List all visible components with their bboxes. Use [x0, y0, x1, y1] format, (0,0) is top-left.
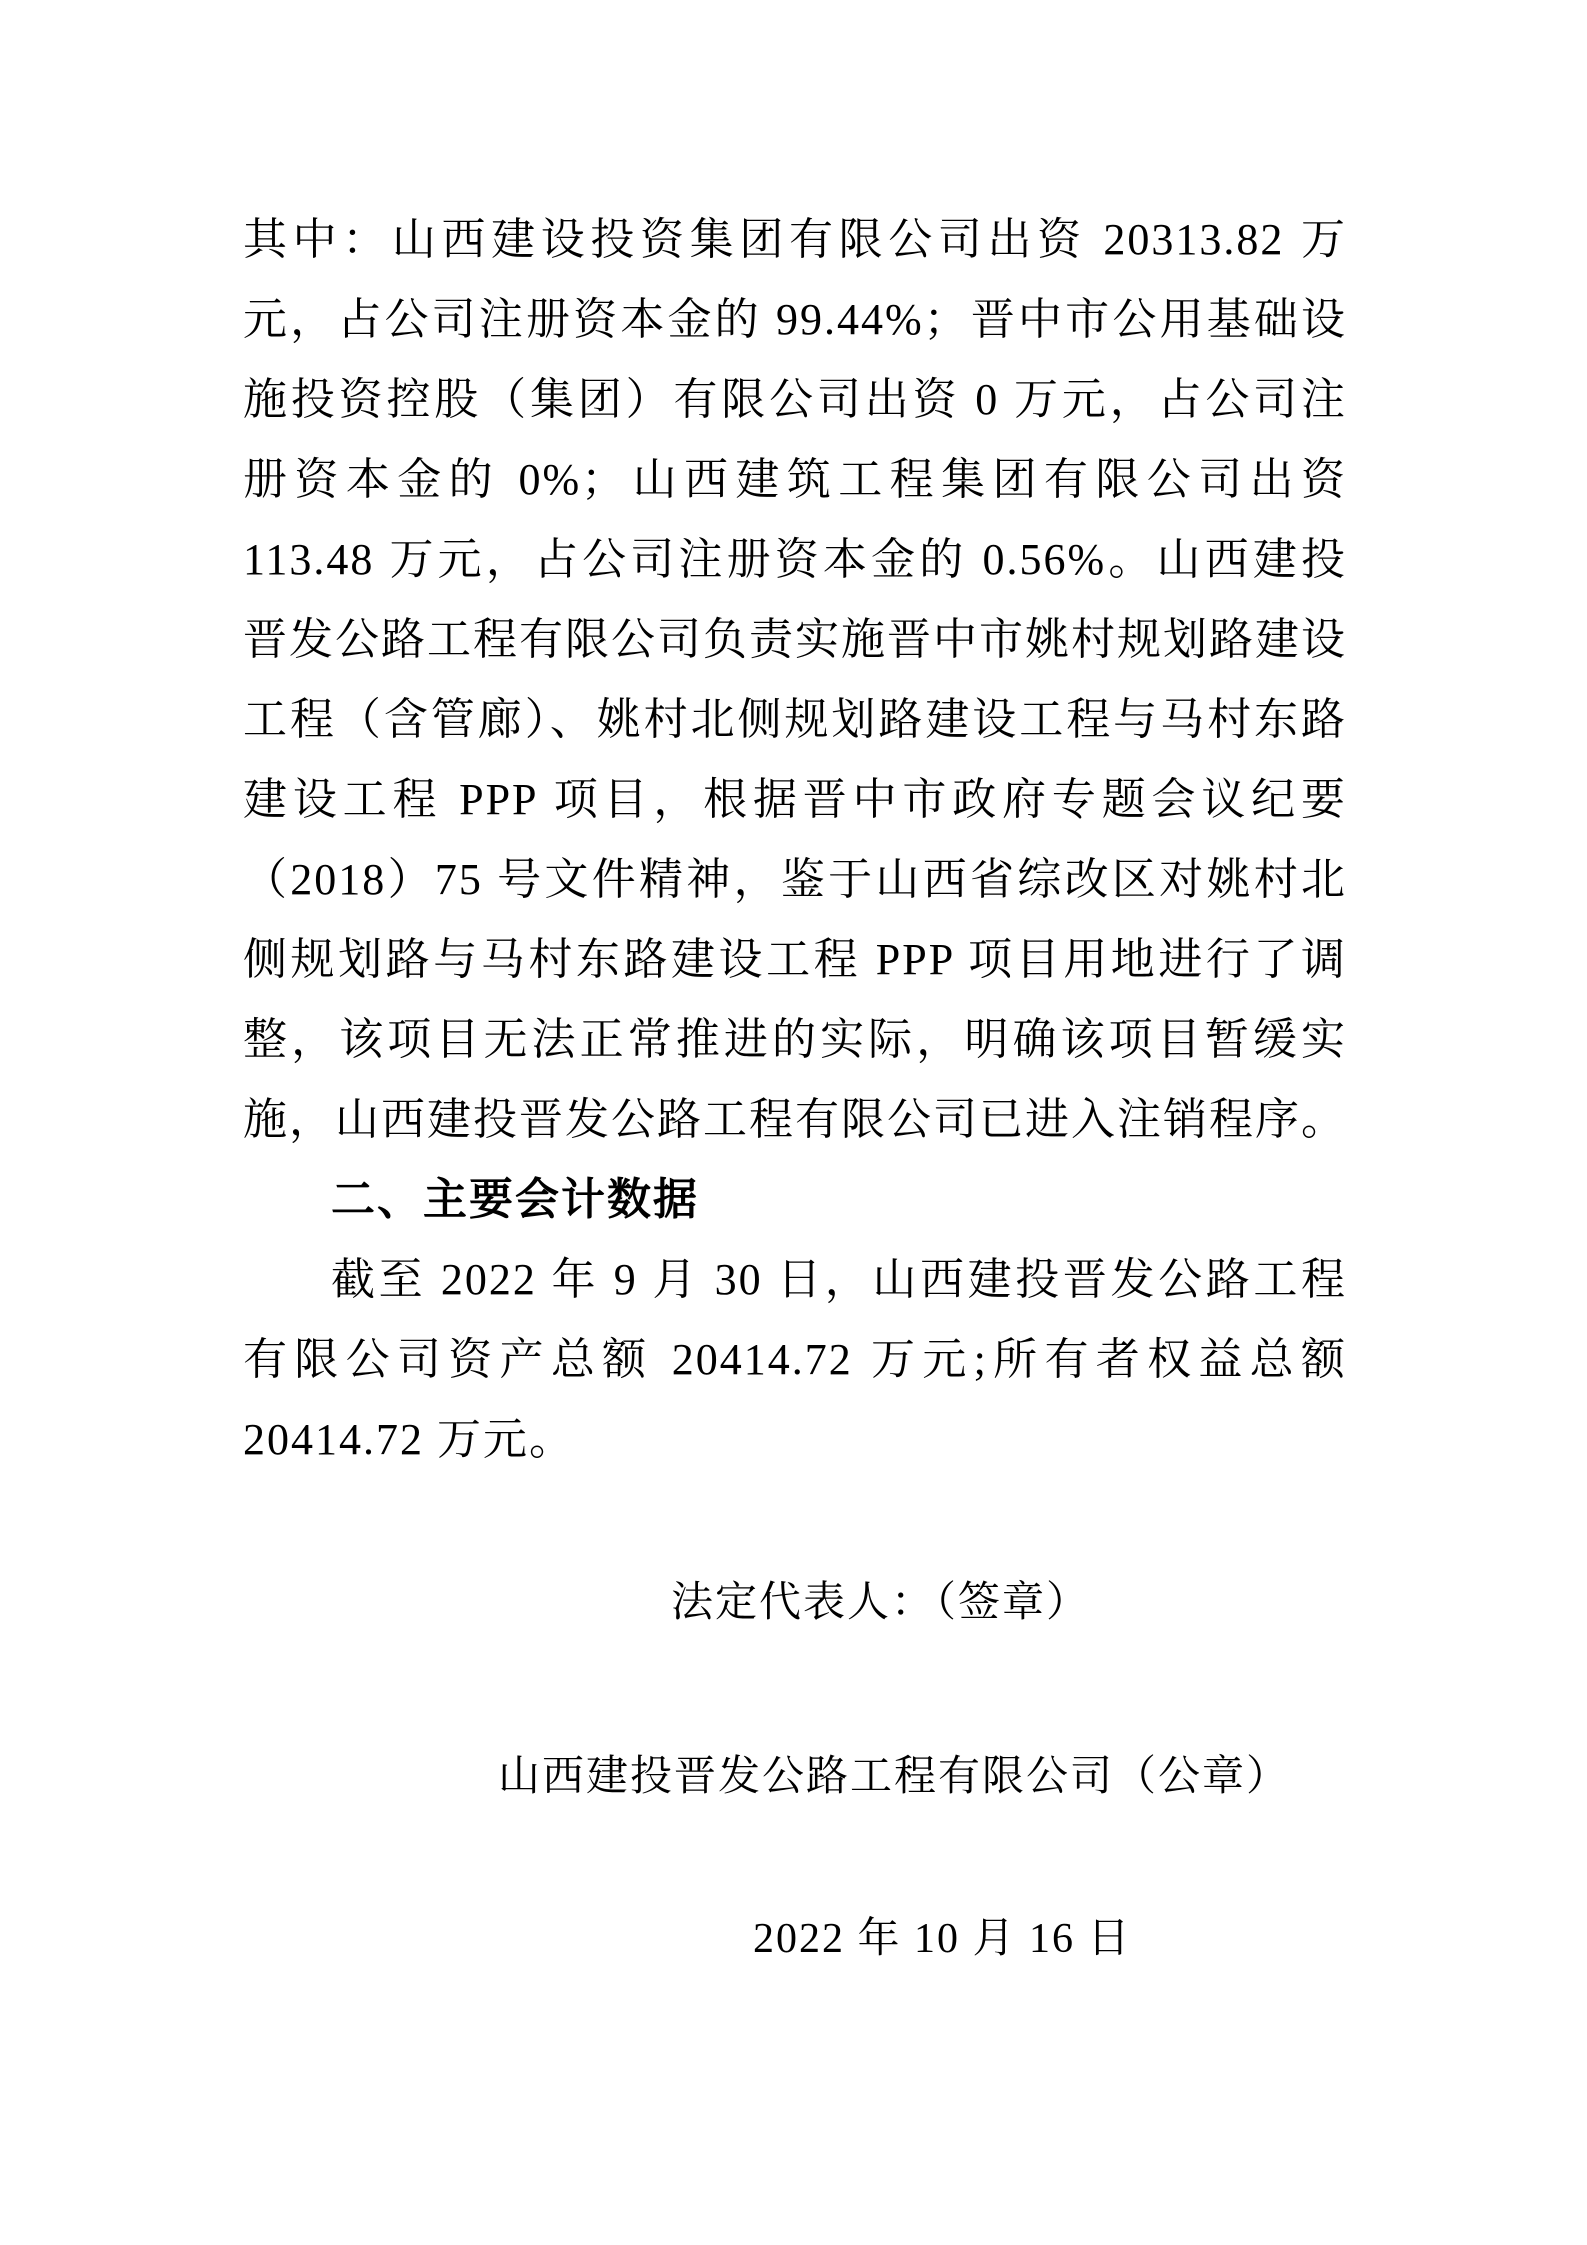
- section-heading-accounting-data: 二、主要会计数据: [331, 1175, 699, 1224]
- document-body: [243, 200, 1347, 1480]
- legal-representative-signature-line: 法定代表人：（签章）: [671, 1580, 1091, 1626]
- document-date-line: 2022 年 10 月 16 日: [753, 1916, 1132, 1962]
- company-seal-line: 山西建投晋发公路工程有限公司（公章）: [498, 1754, 1291, 1800]
- body-paragraph-capital-contribution: 其中：山西建设投资集团有限公司出资 20313.82 万元，占公司注册资本金的 99.44%；晋中市公用基础设施投资控股（集团）有限公司出资 0 万元，占公司注册资本金的 0%；山西建筑工程集团有限公司出资 113.48 万元，占公司注册资本金的 0.56%。山西建投晋发公路工程有限公司负责实施晋中市姚村规划路建设工程（含管廊）、姚村北侧规划路建设工程与马村东路建设工程 PPP 项目，根据晋中市政府专题会议纪要（2018）75 号文件精神，鉴于山西省综改区对姚村北侧规划路与马村东路建设工程 PPP 项目用地进行了调整，该项目无法正常推进的实际，明确该项目暂缓实施，山西建投晋发公路工程有限公司已进入注销程序。: [243, 215, 1347, 1144]
- body-paragraph-accounting-data: 截至 2022 年 9 月 30 日，山西建投晋发公路工程有限公司资产总额 20414.72 万元;所有者权益总额 20414.72 万元。: [243, 1255, 1347, 1464]
